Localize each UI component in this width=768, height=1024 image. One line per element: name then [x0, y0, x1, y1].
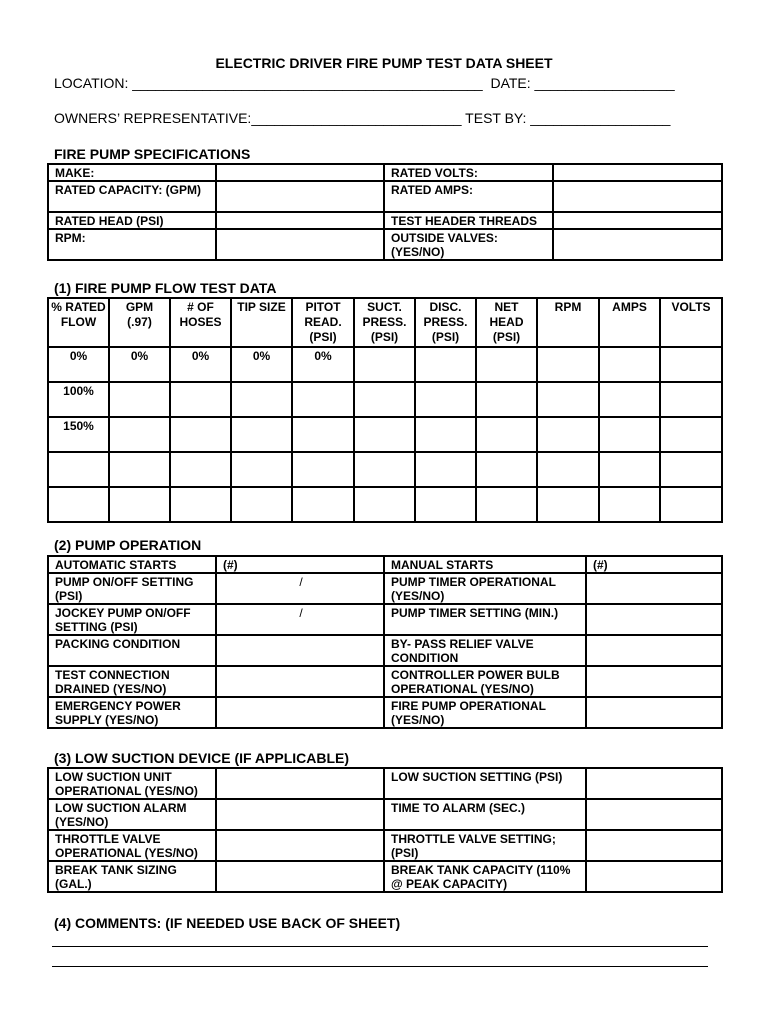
suction-label: BREAK TANK SIZING (GAL.) [48, 861, 216, 892]
table-cell[interactable] [292, 417, 354, 452]
suction-label: BREAK TANK CAPACITY (110% @ PEAK CAPACITY) [384, 861, 586, 892]
table-cell[interactable] [48, 487, 109, 522]
table-cell[interactable] [109, 487, 170, 522]
operation-input[interactable] [586, 604, 722, 635]
suction-input[interactable] [586, 830, 722, 861]
table-cell[interactable] [599, 417, 660, 452]
table-row [48, 382, 722, 417]
suction-input[interactable] [586, 768, 722, 799]
operation-label: AUTOMATIC STARTS [48, 556, 216, 573]
table-row [48, 666, 722, 697]
comment-line[interactable] [52, 946, 708, 947]
suction-label: LOW SUCTION ALARM (YES/NO) [48, 799, 216, 830]
table-cell[interactable] [415, 487, 476, 522]
suction-input[interactable] [586, 799, 722, 830]
column-header: AMPS [599, 298, 660, 347]
table-row [48, 229, 722, 260]
table-cell[interactable] [354, 452, 415, 487]
table-row [48, 635, 722, 666]
operation-label: MANUAL STARTS [384, 556, 586, 573]
table-row [48, 604, 722, 635]
table-cell[interactable] [354, 347, 415, 382]
operation-input[interactable]: (#) [586, 556, 722, 573]
operation-label: CONTROLLER POWER BULB OPERATIONAL (YES/NO) [384, 666, 586, 697]
spec-input[interactable] [216, 229, 384, 260]
column-header: NET HEAD (PSI) [476, 298, 537, 347]
table-cell[interactable] [170, 417, 231, 452]
operation-label: PUMP ON/OFF SETTING (PSI) [48, 573, 216, 604]
table-cell[interactable]: 150% [48, 417, 109, 452]
suction-section-title: (3) LOW SUCTION DEVICE (IF APPLICABLE) [54, 750, 350, 766]
table-row [48, 487, 722, 522]
flow-test-table [47, 297, 723, 523]
table-cell[interactable]: 0% [48, 347, 109, 382]
suction-label: THROTTLE VALVE SETTING; (PSI) [384, 830, 586, 861]
operation-input[interactable]: / [216, 573, 384, 604]
table-cell[interactable] [537, 452, 599, 487]
table-cell[interactable] [476, 452, 537, 487]
operation-input[interactable] [216, 666, 384, 697]
table-cell[interactable] [415, 452, 476, 487]
table-row [48, 556, 722, 573]
operation-table [47, 555, 723, 729]
table-cell[interactable] [599, 452, 660, 487]
comments-section-title: (4) COMMENTS: (IF NEEDED USE BACK OF SHEET) [54, 915, 401, 931]
table-cell[interactable] [476, 382, 537, 417]
column-header: VOLTS [660, 298, 722, 347]
table-cell[interactable]: 0% [170, 347, 231, 382]
spec-label: MAKE: [48, 164, 216, 181]
operation-input[interactable] [586, 697, 722, 728]
specs-section-title: FIRE PUMP SPECIFICATIONS [54, 146, 251, 162]
table-cell[interactable] [292, 382, 354, 417]
table-cell[interactable] [170, 382, 231, 417]
operation-label: FIRE PUMP OPERATIONAL (YES/NO) [384, 697, 586, 728]
table-cell[interactable] [170, 452, 231, 487]
spec-label: RATED VOLTS: [384, 164, 553, 181]
table-cell[interactable] [354, 382, 415, 417]
table-header-row [48, 298, 722, 347]
table-row [48, 697, 722, 728]
table-cell[interactable] [599, 347, 660, 382]
table-cell[interactable] [660, 382, 722, 417]
table-row [48, 347, 722, 382]
spec-input[interactable] [553, 212, 722, 229]
comment-line[interactable] [52, 966, 708, 967]
column-header: # OF HOSES [170, 298, 231, 347]
spec-label: RATED HEAD (PSI) [48, 212, 216, 229]
table-cell[interactable] [109, 452, 170, 487]
table-row [48, 181, 722, 212]
column-header: RPM [537, 298, 599, 347]
spec-input[interactable] [553, 229, 722, 260]
spec-label: RATED CAPACITY: (GPM) [48, 181, 216, 212]
table-cell[interactable] [415, 417, 476, 452]
table-cell[interactable] [231, 382, 292, 417]
table-row [48, 861, 722, 892]
table-row [48, 212, 722, 229]
suction-label: TIME TO ALARM (SEC.) [384, 799, 586, 830]
spec-label: RPM: [48, 229, 216, 260]
table-cell[interactable]: 100% [48, 382, 109, 417]
table-row [48, 452, 722, 487]
table-row [48, 768, 722, 799]
spec-label: OUTSIDE VALVES: (YES/NO) [384, 229, 553, 260]
operation-input[interactable] [586, 666, 722, 697]
column-header: TIP SIZE [231, 298, 292, 347]
operation-label: PACKING CONDITION [48, 635, 216, 666]
table-cell[interactable] [231, 417, 292, 452]
table-row [48, 417, 722, 452]
table-cell[interactable] [109, 382, 170, 417]
spec-input[interactable] [216, 164, 384, 181]
suction-input[interactable] [216, 799, 384, 830]
table-cell[interactable] [170, 487, 231, 522]
table-cell[interactable] [231, 487, 292, 522]
table-cell[interactable] [109, 417, 170, 452]
table-cell[interactable] [48, 452, 109, 487]
owner-testby-line[interactable]: OWNERS’ REPRESENTATIVE:___________________________ TEST BY: __________________ [54, 110, 671, 126]
suction-label: THROTTLE VALVE OPERATIONAL (YES/NO) [48, 830, 216, 861]
table-cell[interactable] [292, 452, 354, 487]
spec-input[interactable] [216, 212, 384, 229]
table-cell[interactable] [476, 347, 537, 382]
suction-label: LOW SUCTION SETTING (PSI) [384, 768, 586, 799]
table-cell[interactable] [415, 347, 476, 382]
specs-table [47, 163, 723, 261]
table-cell[interactable]: 0% [109, 347, 170, 382]
operation-label: TEST CONNECTION DRAINED (YES/NO) [48, 666, 216, 697]
table-cell[interactable] [354, 487, 415, 522]
operation-label: PUMP TIMER SETTING (MIN.) [384, 604, 586, 635]
table-row [48, 164, 722, 181]
column-header: DISC. PRESS. (PSI) [415, 298, 476, 347]
table-row [48, 830, 722, 861]
table-cell[interactable] [537, 417, 599, 452]
table-cell[interactable] [537, 347, 599, 382]
table-cell[interactable] [660, 347, 722, 382]
table-cell[interactable] [231, 452, 292, 487]
table-cell[interactable] [537, 487, 599, 522]
suction-input[interactable] [216, 768, 384, 799]
spec-label: RATED AMPS: [384, 181, 553, 212]
suction-input[interactable] [586, 861, 722, 892]
suction-input[interactable] [216, 861, 384, 892]
operation-input[interactable] [216, 635, 384, 666]
table-cell[interactable]: 0% [231, 347, 292, 382]
operation-label: EMERGENCY POWER SUPPLY (YES/NO) [48, 697, 216, 728]
column-header: % RATED FLOW [48, 298, 109, 347]
spec-input[interactable] [553, 181, 722, 212]
table-cell[interactable] [354, 417, 415, 452]
column-header: GPM (.97) [109, 298, 170, 347]
suction-table [47, 767, 723, 893]
table-cell[interactable] [599, 382, 660, 417]
table-cell[interactable] [599, 487, 660, 522]
operation-label: PUMP TIMER OPERATIONAL (YES/NO) [384, 573, 586, 604]
suction-label: LOW SUCTION UNIT OPERATIONAL (YES/NO) [48, 768, 216, 799]
operation-input[interactable]: / [216, 604, 384, 635]
operation-section-title: (2) PUMP OPERATION [54, 537, 202, 553]
table-cell[interactable] [660, 452, 722, 487]
operation-label: JOCKEY PUMP ON/OFF SETTING (PSI) [48, 604, 216, 635]
table-cell[interactable]: 0% [292, 347, 354, 382]
table-row [48, 573, 722, 604]
table-cell[interactable] [660, 487, 722, 522]
location-date-line[interactable]: LOCATION: _____________________________________________ DATE: __________________ [54, 75, 675, 91]
table-row [48, 799, 722, 830]
spec-label: TEST HEADER THREADS [384, 212, 553, 229]
table-cell[interactable] [660, 417, 722, 452]
suction-input[interactable] [216, 830, 384, 861]
column-header: PITOT READ. (PSI) [292, 298, 354, 347]
table-cell[interactable] [292, 487, 354, 522]
table-cell[interactable] [537, 382, 599, 417]
operation-input[interactable] [586, 573, 722, 604]
operation-input[interactable]: (#) [216, 556, 384, 573]
table-cell[interactable] [476, 417, 537, 452]
spec-input[interactable] [553, 164, 722, 181]
operation-label: BY- PASS RELIEF VALVE CONDITION [384, 635, 586, 666]
sheet-title: ELECTRIC DRIVER FIRE PUMP TEST DATA SHEET [215, 55, 553, 71]
operation-input[interactable] [216, 697, 384, 728]
operation-input[interactable] [586, 635, 722, 666]
column-header: SUCT. PRESS. (PSI) [354, 298, 415, 347]
table-cell[interactable] [476, 487, 537, 522]
spec-input[interactable] [216, 181, 384, 212]
table-cell[interactable] [415, 382, 476, 417]
flow-section-title: (1) FIRE PUMP FLOW TEST DATA [54, 280, 277, 296]
